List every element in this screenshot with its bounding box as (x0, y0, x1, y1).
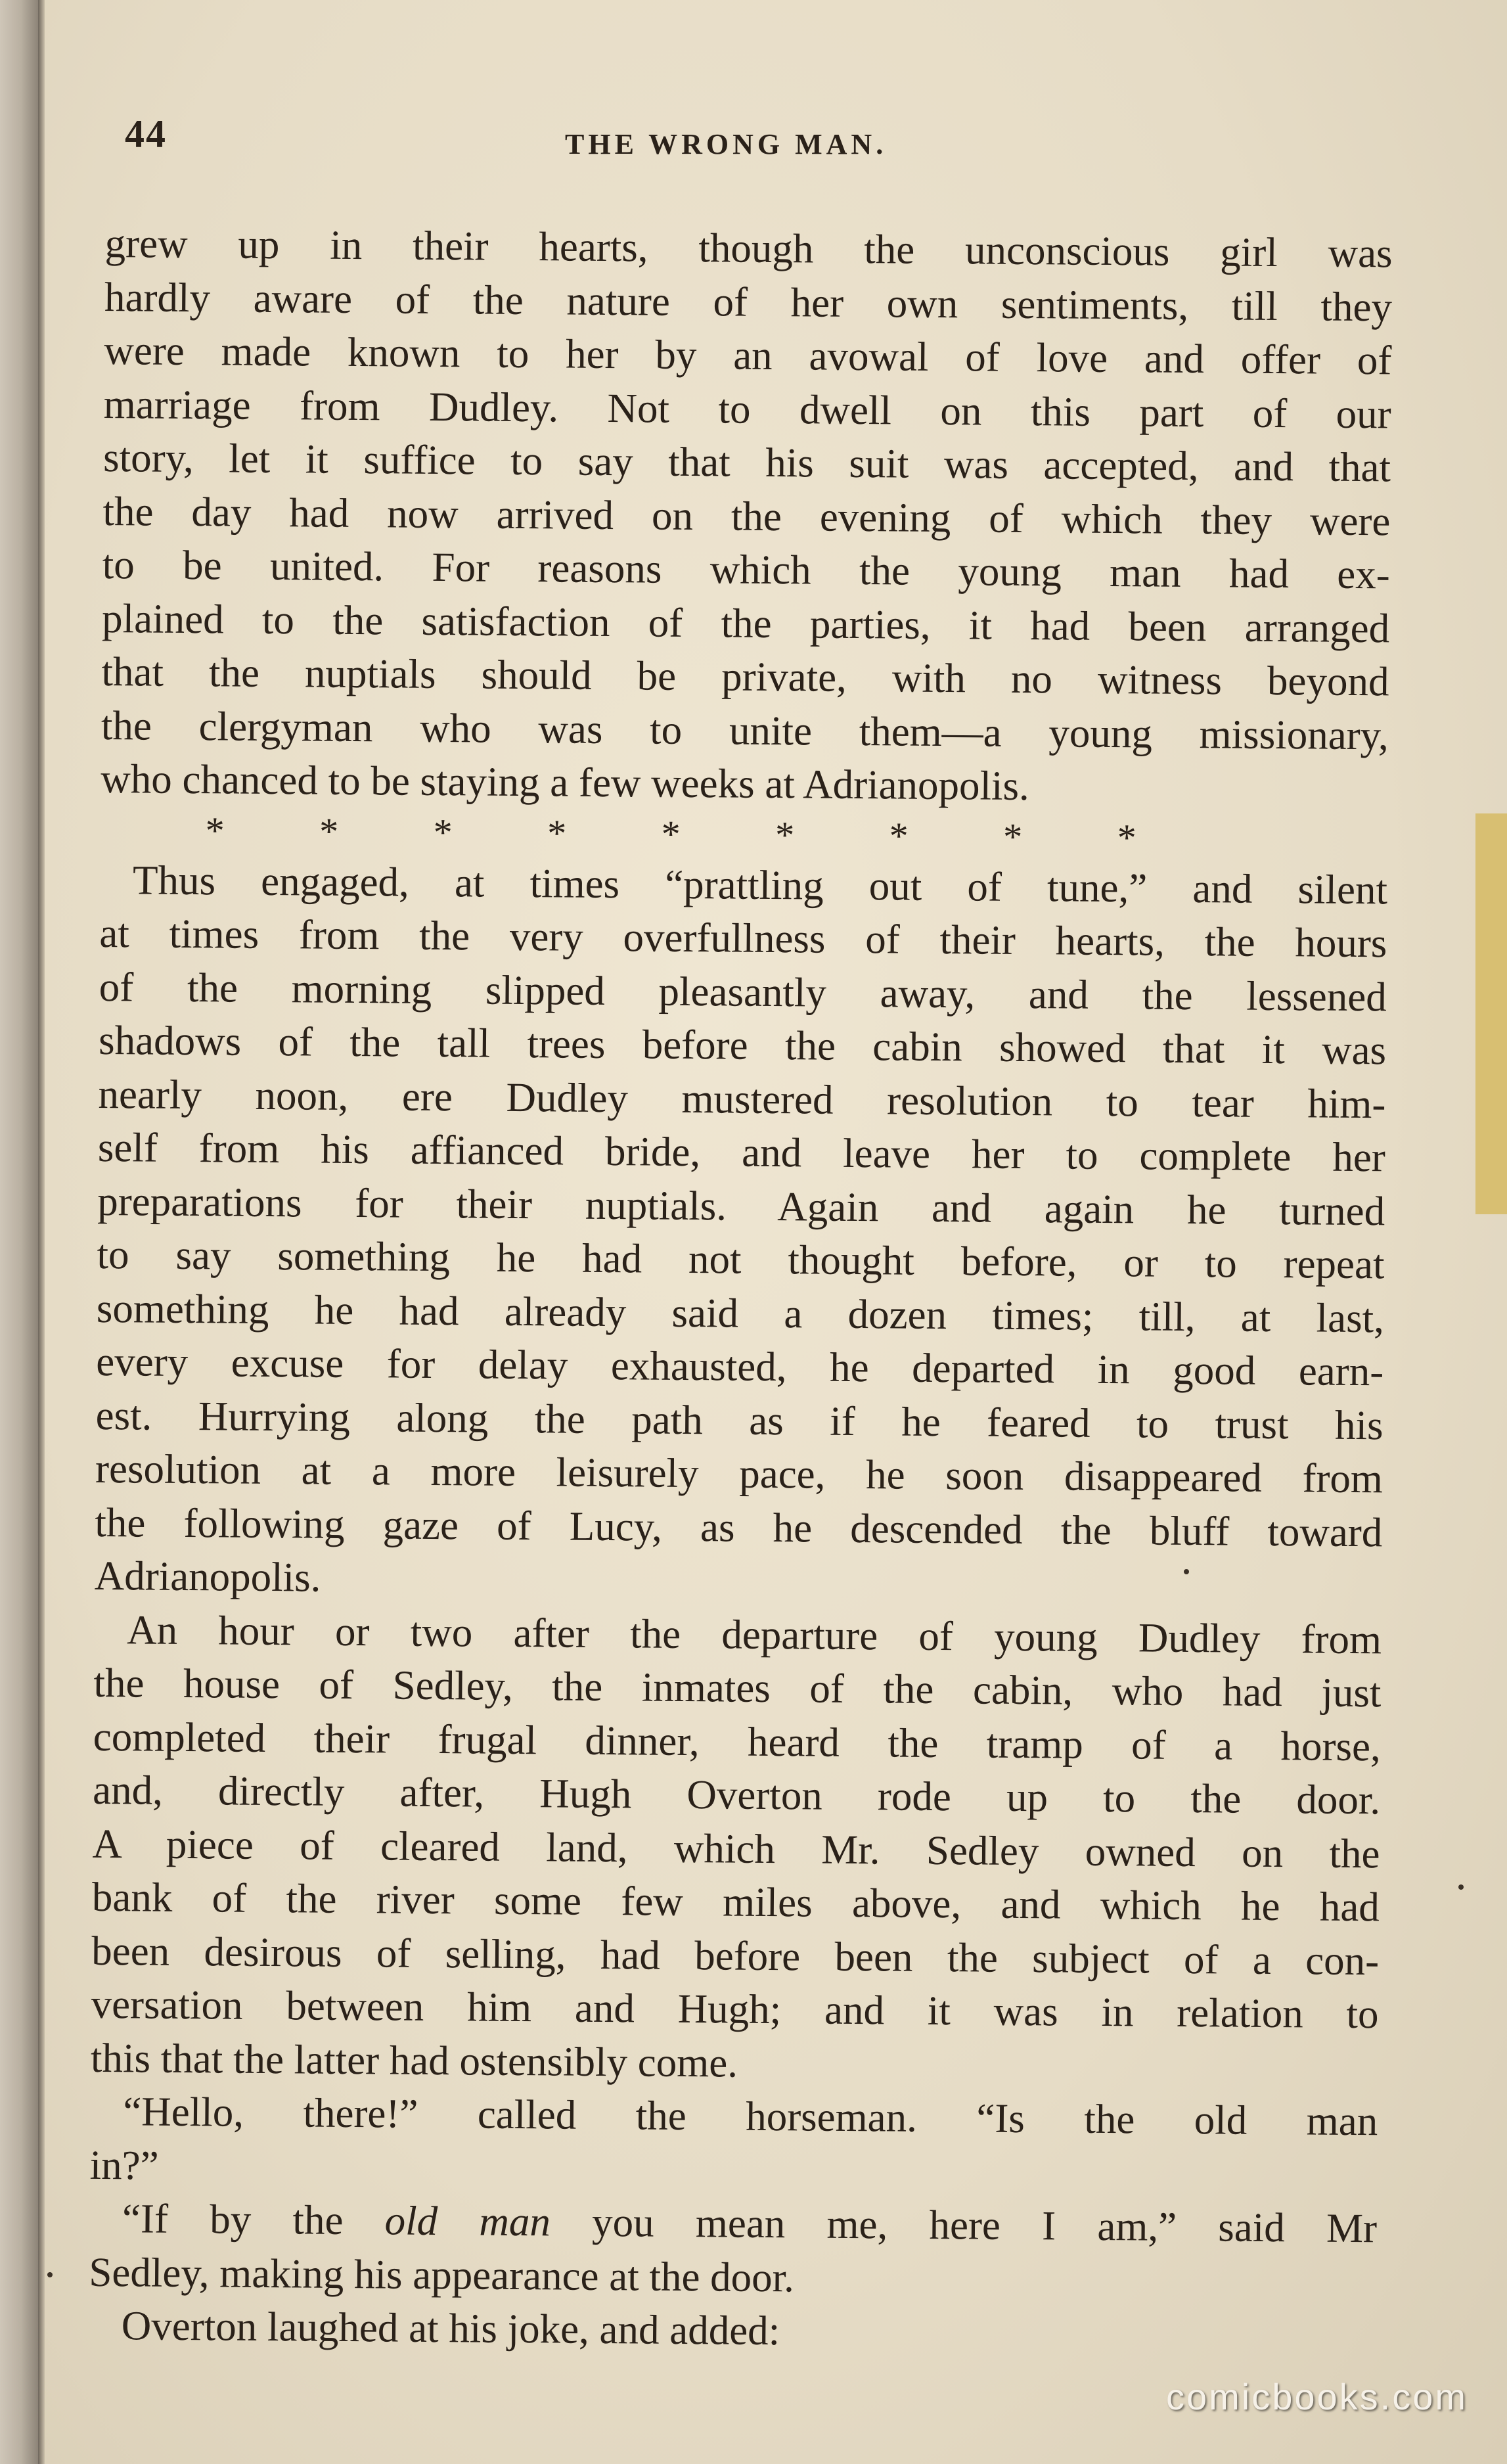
page-number: 44 (125, 112, 167, 156)
text-line: the following gaze of Lucy, as he descended the bluff toward (95, 1499, 1383, 1555)
book-binding (0, 0, 38, 2464)
italic-phrase: old man (384, 2197, 551, 2245)
text-line: Adrianopolis. (94, 1552, 321, 1601)
text-line: were made known to her by an avowal of love and offer of (104, 327, 1392, 384)
text-line: self from his affianced bride, and leave her to complete her (97, 1124, 1386, 1181)
text-line: preparations for their nuptials. Again and again he turned (97, 1177, 1385, 1234)
text-line: “Hello, there!” called the horseman. “Is the old man (123, 2088, 1378, 2145)
page-marker-tab (1475, 813, 1507, 1214)
text-line: this that the latter had ostensibly come. (90, 2034, 738, 2086)
section-break: * * * * * * * * * (205, 808, 1136, 859)
text-line: in?” (89, 2141, 159, 2189)
text-line: the day had now arrived on the evening of which they were (102, 488, 1391, 544)
text-line: completed their frugal dinner, heard the tramp of a horse, (93, 1713, 1382, 1769)
page-gutter-shadow (38, 0, 45, 2464)
text-line: and, directly after, Hugh Overton rode up to the door. (92, 1766, 1381, 1823)
text-line: hardly aware of the nature of her own sentiments, till they (104, 273, 1393, 330)
text-line: Overton laughed at his joke, and added: (121, 2302, 780, 2354)
text-line: of the morning slipped pleasantly away, and the lessened (99, 963, 1387, 1020)
text-line: grew up in their hearts, though the unconscious girl was (104, 219, 1393, 277)
paper-speck (1184, 1569, 1189, 1574)
text-line: the house of Sedley, the inmates of the cabin, who had just (93, 1659, 1382, 1716)
dialogue-text: you mean me, here I am,” said Mr (550, 2199, 1378, 2252)
text-line: the clergyman who was to unite them—a young missionary, (101, 702, 1389, 758)
text-line: every excuse for delay exhausted, he departed in good earn- (96, 1338, 1384, 1395)
text-line: been desirous of selling, had before been the subject of a con- (91, 1927, 1380, 1984)
text-line: that the nuptials should be private, with no witness beyond (101, 648, 1389, 705)
text-line: at times from the very overfullness of their hearts, the hours (99, 909, 1387, 967)
running-head: THE WRONG MAN. (565, 128, 888, 160)
text-line (89, 2192, 1378, 2256)
text-line: resolution at a more leisurely pace, he soon disappeared from (95, 1445, 1383, 1502)
text-line: est. Hurrying along the path as if he feared to trust his (95, 1392, 1383, 1448)
dialogue-text: “If by the (122, 2195, 385, 2244)
paper-speck (1458, 1884, 1464, 1890)
text-line: nearly noon, ere Dudley mustered resolution to tear him- (98, 1070, 1386, 1127)
text-line: A piece of cleared land, which Mr. Sedley owned on the (92, 1820, 1380, 1877)
text-line: marriage from Dudley. Not to dwell on this part of our (103, 380, 1391, 437)
page-header (125, 112, 1393, 171)
text-line: story, let it suffice to say that his suit was accepted, and that (102, 434, 1391, 491)
text-line: something he had already said a dozen times; till, at last, (96, 1285, 1385, 1341)
text-line: to be united. For reasons which the young man had ex- (102, 541, 1391, 598)
paper-speck (47, 2272, 53, 2277)
text-line: versation between him and Hugh; and it was in relation to (91, 1980, 1379, 2038)
text-line: who chanced to be staying a few weeks at Adrianopolis. (101, 755, 1030, 810)
text-line: bank of the river some few miles above, and which he had (91, 1873, 1380, 1930)
text-line: shadows of the tall trees before the cabin showed that it was (98, 1016, 1387, 1074)
text-line: plained to the satisfaction of the parties, it had been arranged (101, 595, 1390, 651)
body-text (88, 217, 1392, 2363)
watermark: comicbooks.com (1165, 2376, 1468, 2417)
text-line: Thus engaged, at times “prattling out of tune,” and silent (132, 856, 1388, 913)
text-line: Sedley, making his appearance at the door. (89, 2248, 795, 2300)
text-line: An hour or two after the departure of young Dudley from (126, 1606, 1382, 1662)
text-line: to say something he had not thought before, or to repeat (97, 1231, 1385, 1288)
